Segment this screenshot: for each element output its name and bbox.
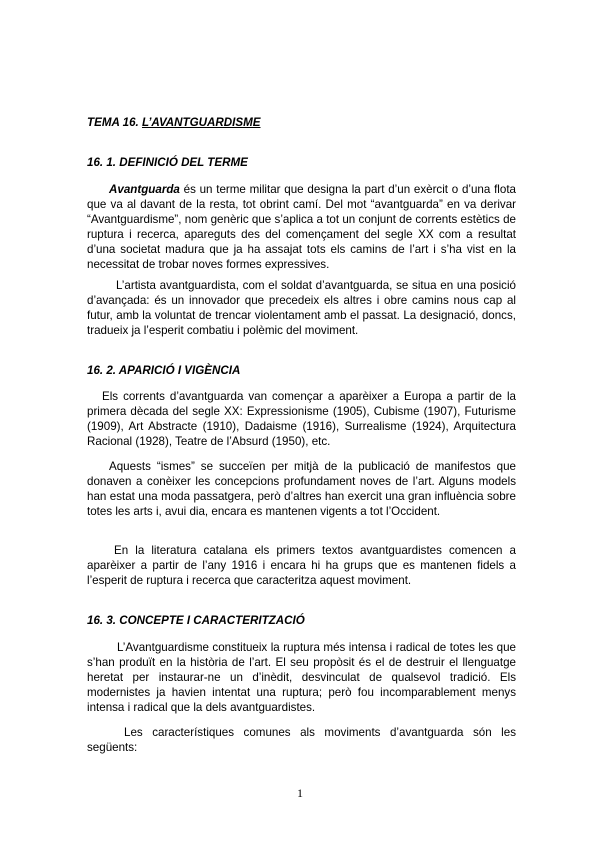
section-heading-aparicio: 16. 2. APARICIÓ I VIGÈNCIA [87,364,241,377]
page-number: 1 [297,786,303,800]
title-main: L’AVANTGUARDISME [141,116,261,129]
section-heading-definicio: 16. 1. DEFINICIÓ DEL TERME [87,156,248,169]
paragraph-concepte-1: L’Avantguardisme constitueix la ruptura més intensa i radical de totes les que s’han produït en la història de l’art. El seu propòsit és el de destruir el llenguatge heretat per instaurar-ne un d’inèdit, desvinculat de qualsevol tradició. Els modernistes ja havien intentat una ruptura; però fou incomparablement menys intensa i radical que la dels avantguardistes. [87,641,516,714]
page-title [87,115,261,130]
paragraph-aparicio-3: En la literatura catalana els primers textos avantguardistes comencen a aparèixer a partir de l’any 1916 i encara hi ha grups que es mantenen fidels a l’esperit de ruptura i recerca que caracteritza aquest moviment. [87,544,516,587]
paragraph-concepte-2: Les característiques comunes als moviments d’avantguarda són les següents: [87,726,516,754]
paragraph-definicio-2: L’artista avantguardista, com el soldat d’avantguarda, se situa en una posició d’avançada: és un innovador que precedeix els altres i obre camins nous cap al futur, amb la voluntat de trencar violentament amb el passat. La designació, doncs, tradueix ja l’esperit combatiu i polèmic del moviment. [87,279,516,337]
title-prefix: TEMA 16. [87,116,142,129]
paragraph-text: és un terme militar que designa la part d’un exèrcit o d’una flota que va al davant de la resta, tot obrint camí. Del mot “avantguarda” en va derivar “Avantguardisme”, nom genèric que s’aplica a tot un conjunt de corrents estètics de ruptura i recerca, apareguts des del començament del segle XX com a resultat d’una societat madura que ja ha assajat tots els camins de l’art i s’ha vist en la necessitat de trobar noves formes expressives. [87,183,516,271]
paragraph-aparicio-1: Els corrents d’avantguarda van començar a aparèixer a Europa a partir de la primera dècada del segle XX: Expressionisme (1905), Cubisme (1907), Futurisme (1909), Art Abstracte (1910), Dadaisme (1916), Surrealisme (1924), Arquitectura Racional (1928), Teatre de l’Absurd (1950), etc. [87,390,516,448]
paragraph-aparicio-2: Aquests “ismes” se succeïen per mitjà de la publicació de manifestos que donaven a conèixer les concepcions profundament noves de l’art. Alguns models han estat una moda passatgera, però d’altres han exercit una gran influència sobre totes les arts i, avui dia, encara es mantenen vigents a tot l’Occident. [87,460,516,518]
paragraph-definicio-1 [87,182,516,272]
section-heading-concepte: 16. 3. CONCEPTE I CARACTERITZACIÓ [87,614,305,627]
lead-term-avantguarda: Avantguarda [109,183,180,196]
